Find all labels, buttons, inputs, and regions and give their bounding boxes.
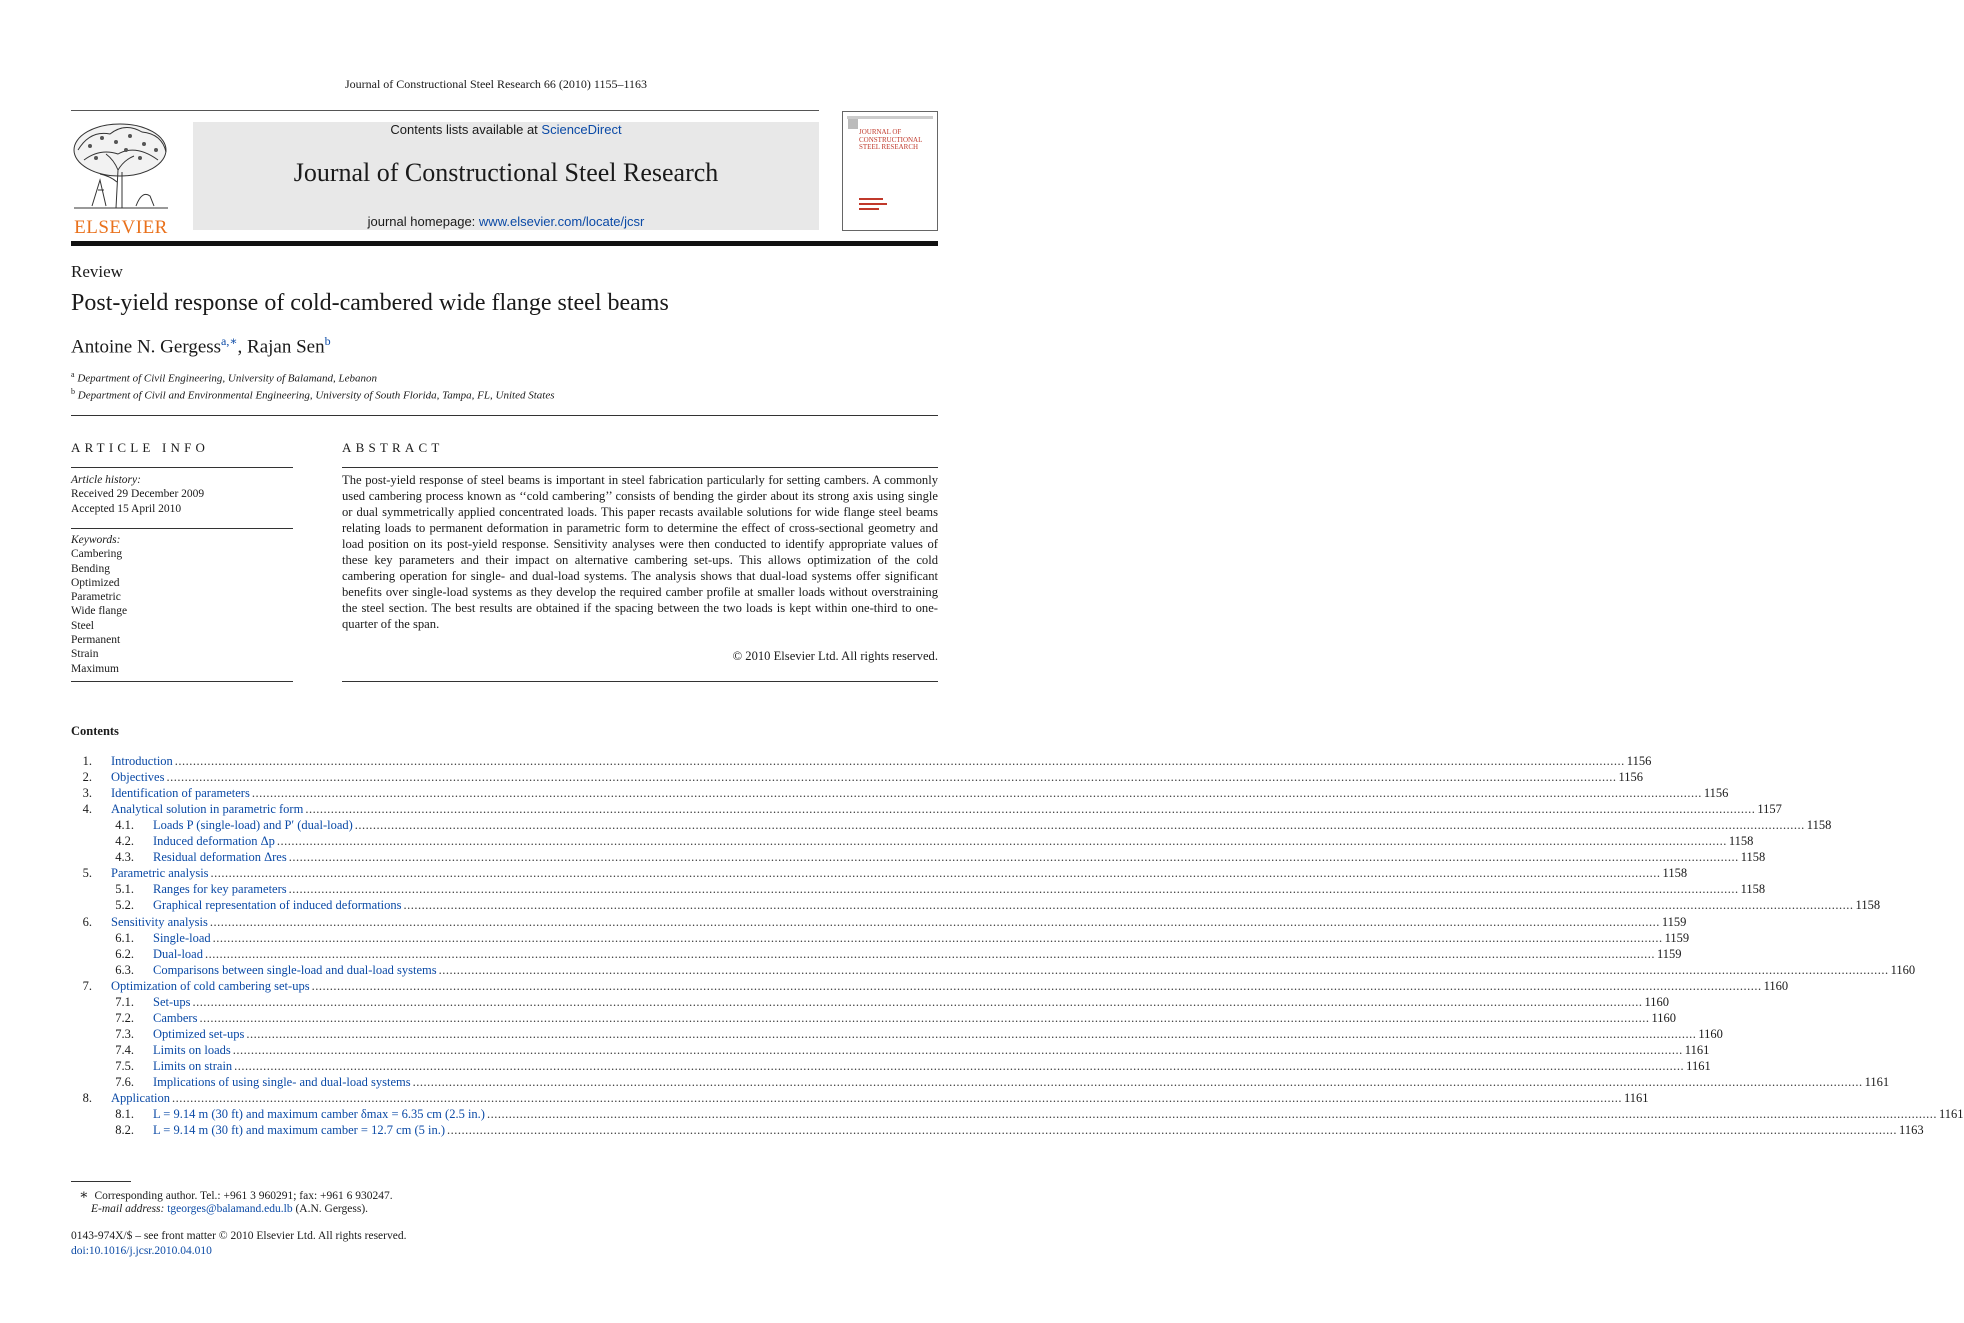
toc-link[interactable]: Objectives [111,770,165,785]
toc-link[interactable]: Ranges for key parameters [153,882,287,897]
cover-title: JOURNAL OF CONSTRUCTIONAL STEEL RESEARCH [859,128,923,151]
article-history [71,473,204,516]
toc-page-number: 1158 [1855,898,1881,913]
toc-number: 6.1. [115,930,134,945]
toc-leader-dots: ................................................................................................................................................................................................................................................................................................................................................................................................................ [486,1107,1937,1122]
toc-row[interactable] [0,817,1832,833]
toc-link[interactable]: Analytical solution in parametric form [111,802,304,817]
keyword: Bending [71,562,110,575]
toc-leader-dots: ................................................................................................................................................................................................................................................................................................................................................................................................................ [199,1010,1650,1025]
journal-title[interactable]: Journal of Constructional Steel Research [293,158,719,187]
section-rule [71,528,293,529]
toc-leader-dots: ................................................................................................................................................................................................................................................................................................................................................................................................................ [305,802,1756,817]
toc-number: 7.1. [115,994,134,1009]
issn-line: 0143-974X/$ – see front matter © 2010 Elsevier Ltd. All rights reserved. [71,1230,407,1242]
toc-link[interactable]: L = 9.14 m (30 ft) and maximum camber = 12.7 cm (5 in.) [153,1123,446,1138]
toc-leader-dots: ................................................................................................................................................................................................................................................................................................................................................................................................................ [210,866,1661,881]
toc-link[interactable]: Induced deformation Δp [153,834,275,849]
toc-row[interactable] [0,1058,1711,1074]
elsevier-wordmark: ELSEVIER [74,217,168,238]
table-of-contents [0,753,1964,1153]
toc-entry[interactable] [153,833,1754,849]
toc-link[interactable]: Limits on loads [153,1042,231,1057]
corresponding-author-footnote [71,1187,393,1204]
elsevier-tree-icon [70,120,172,210]
toc-leader-dots: ................................................................................................................................................................................................................................................................................................................................................................................................................ [232,1042,1683,1057]
toc-leader-dots: ................................................................................................................................................................................................................................................................................................................................................................................................................ [192,994,1643,1009]
toc-page-number: 1159 [1664,930,1690,945]
toc-entry[interactable] [153,897,1881,913]
footnote-mark: ∗ [79,1188,89,1203]
toc-row[interactable] [0,1010,1676,1026]
toc-page-number: 1161 [1684,1042,1710,1057]
keyword: Wide flange [71,605,128,618]
toc-row[interactable] [0,978,1789,994]
toc-leader-dots: ................................................................................................................................................................................................................................................................................................................................................................................................................ [447,1123,1898,1138]
toc-page-number: 1158 [1662,866,1688,881]
doi-link[interactable]: doi:10.1016/j.jcsr.2010.04.010 [71,1245,212,1257]
toc-number: 6.2. [115,946,134,961]
section-rule [71,681,293,682]
toc-link[interactable]: Implications of using single- and dual-load systems [153,1075,411,1089]
toc-row[interactable] [0,769,1644,785]
toc-entry[interactable] [153,1122,1924,1138]
keyword: Permanent [71,634,121,647]
toc-number: 5.2. [115,898,134,913]
article-info-heading: ARTICLE INFO [71,440,210,455]
sciencedirect-link[interactable]: ScienceDirect [541,122,622,137]
toc-entry[interactable] [111,801,1782,817]
toc-link[interactable]: Optimization of cold cambering set-ups [111,978,310,993]
toc-row[interactable] [0,849,1766,865]
contents-title: Contents [71,724,119,738]
toc-page-number: 1156 [1618,770,1644,785]
toc-page-number: 1160 [1763,978,1789,993]
toc-page-number: 1161 [1624,1091,1649,1106]
journal-masthead [193,122,819,230]
keyword: Maximum [71,662,119,675]
section-rule [71,415,938,416]
toc-row[interactable] [0,994,1670,1010]
toc-row[interactable] [0,785,1729,801]
toc-entry[interactable] [153,994,1670,1010]
toc-row[interactable] [0,865,1688,881]
toc-row[interactable] [0,914,1687,930]
toc-link[interactable]: Loads P (single-load) and P′ (dual-load) [153,818,353,833]
toc-link[interactable]: Optimized set-ups [153,1026,245,1041]
affiliation: $^b$ Department of Civil and Environmental Engineering, University of South Florida, Tampa, FL, United States [71,387,555,402]
toc-row[interactable] [0,930,1690,946]
toc-entry[interactable] [153,849,1766,865]
toc-leader-dots: ................................................................................................................................................................................................................................................................................................................................................................................................................ [288,850,1739,865]
toc-number: 2. [82,770,92,785]
article-type: Review [71,262,123,281]
toc-link[interactable]: Identification of parameters [111,786,250,801]
keywords-label: Keywords: [71,534,121,546]
email-link[interactable]: tgeorges@balamand.edu.lb [167,1203,293,1215]
toc-row[interactable] [0,1090,1649,1106]
toc-leader-dots: ................................................................................................................................................................................................................................................................................................................................................................................................................ [412,1075,1863,1089]
toc-link[interactable]: Sensitivity analysis [111,914,208,929]
cover-editor-line [859,203,887,205]
toc-number: 8. [82,1091,92,1106]
footnote-rule [71,1181,131,1182]
accepted-date: Accepted 15 April 2010 [71,502,182,515]
toc-page-number: 1163 [1899,1123,1924,1138]
toc-page-number: 1161 [1686,1058,1711,1073]
toc-entry[interactable] [111,865,1688,881]
toc-number: 8.2. [115,1123,134,1138]
toc-entry[interactable] [153,817,1832,833]
author-name[interactable]: Antoine N. Gergess [71,336,222,358]
toc-entry[interactable] [153,1058,1711,1074]
toc-link[interactable]: Graphical representation of induced deformations [153,898,402,913]
toc-page-number: 1158 [1740,882,1766,897]
toc-number: 4.1. [115,818,134,833]
toc-page-number: 1156 [1703,786,1729,801]
toc-page-number: 1161 [1938,1107,1964,1122]
toc-entry[interactable] [111,753,1652,769]
abstract-copyright: © 2010 Elsevier Ltd. All rights reserved. [732,649,938,663]
toc-row[interactable] [0,833,1754,849]
elsevier-logo[interactable] [70,120,172,238]
toc-link[interactable]: Application [111,1091,171,1106]
contents-prefix: Contents lists available at [390,122,542,137]
toc-page-number: 1160 [1651,1010,1676,1025]
toc-leader-dots: ................................................................................................................................................................................................................................................................................................................................................................................................................ [354,818,1805,833]
toc-row[interactable] [0,1042,1710,1058]
toc-number: 7.3. [115,1026,134,1041]
toc-page-number: 1158 [1728,834,1754,849]
header-rule [71,110,819,111]
section-rule [342,681,938,682]
toc-link[interactable]: Set-ups [153,994,191,1009]
toc-entry[interactable] [153,1026,1723,1042]
toc-link[interactable]: Parametric analysis [111,866,209,881]
toc-row[interactable] [0,753,1652,769]
toc-number: 6.3. [115,962,134,977]
email-suffix: (A.N. Gergess). [292,1203,369,1215]
journal-cover-thumbnail[interactable] [842,111,938,231]
toc-row[interactable] [0,1026,1723,1042]
history-label: Article history: [71,474,141,486]
cover-top-band [847,116,933,119]
toc-entry[interactable] [111,914,1687,930]
cover-editor-line [859,198,883,200]
toc-link[interactable]: Dual-load [153,946,203,961]
keyword: Strain [71,648,99,661]
toc-page-number: 1160 [1698,1026,1723,1041]
toc-leader-dots: ................................................................................................................................................................................................................................................................................................................................................................................................................ [209,914,1660,929]
toc-leader-dots: ................................................................................................................................................................................................................................................................................................................................................................................................................ [251,786,1702,801]
toc-row[interactable] [0,1074,1890,1090]
abstract-text: The post-yield response of steel beams is important in steel fabrication particularly for setting cambers. A commonly used cambering process known as ‘‘cold cambering’’ consists of bending the girder about its strong axis using single or dual symmetrically applied concentrated loads. This paper recasts available solutions for wide flange steel beams relating loads to permanent deformation in parametric form to determine the effect of cross-sectional geometry and load position on its post-yield response. Sensitivity analyses were then conducted to identify appropriate values of these key parameters and their impact on alternative cambering set-ups. This allows optimization of the cold cambering operation for single- and dual-load systems. The analysis shows that dual-load systems offer significant benefits over single-load systems as they develop the required camber profile at smaller loads without overstraining the steel section. The best results are obtained if the spacing between the two loads is kept within one-third to one-quarter of the span. [342,473,938,631]
toc-entry[interactable] [153,1074,1890,1090]
toc-number: 4.2. [115,834,134,849]
toc-number: 7. [82,978,92,993]
toc-link[interactable]: L = 9.14 m (30 ft) and maximum camber δmax = 6.35 cm (2.5 in.) [153,1107,485,1122]
toc-number: 5.1. [115,882,134,897]
author-name[interactable]: Rajan Sen [247,336,325,358]
toc-entry[interactable] [111,769,1644,785]
keyword: Parametric [71,591,121,604]
toc-page-number: 1158 [1806,818,1832,833]
toc-number: 7.6. [115,1075,134,1089]
toc-page-number: 1158 [1740,850,1766,865]
toc-leader-dots: ................................................................................................................................................................................................................................................................................................................................................................................................................ [212,930,1663,945]
toc-row[interactable] [0,801,1782,817]
corresponding-text: Corresponding author. Tel.: +961 3 960291; fax: +961 6 930247. [94,1190,393,1202]
author-affiliation-marks[interactable]: a,∗ [221,334,238,348]
toc-number: 4. [82,802,92,817]
toc-link[interactable]: Comparisons between single-load and dual-load systems [153,962,437,977]
contents-availability-line [193,122,819,137]
author-list: Antoine N. Gergess$^{a,∗}$, Rajan Sen$^b$ [71,334,331,358]
toc-page-number: 1159 [1656,946,1682,961]
toc-entry[interactable] [153,1042,1710,1058]
toc-number: 4.3. [115,850,134,865]
keyword: Cambering [71,548,123,561]
article-title: Post-yield response of cold-cambered wide flange steel beams [71,290,669,316]
toc-number: 7.4. [115,1042,134,1057]
toc-number: 8.1. [115,1107,134,1122]
homepage-prefix: journal homepage: [367,214,479,229]
toc-leader-dots: ................................................................................................................................................................................................................................................................................................................................................................................................................ [288,882,1739,897]
toc-link[interactable]: Single-load [153,930,211,945]
affiliation: $^a$ Department of Civil Engineering, University of Balamand, Lebanon [71,370,378,385]
toc-row[interactable] [0,962,1916,978]
masthead-thick-rule [71,241,938,246]
toc-link[interactable]: Introduction [111,754,173,768]
toc-entry[interactable] [153,1106,1964,1122]
journal-homepage-line [193,214,819,229]
toc-leader-dots: ................................................................................................................................................................................................................................................................................................................................................................................................................ [438,962,1889,977]
running-head: Journal of Constructional Steel Research 66 (2010) 1155–1163 [344,77,648,91]
email-label: E-mail address: [91,1203,168,1215]
keywords [71,533,127,676]
toc-leader-dots: ................................................................................................................................................................................................................................................................................................................................................................................................................ [204,946,1655,961]
toc-entry[interactable] [153,962,1916,978]
toc-entry[interactable] [111,785,1729,801]
toc-number: 7.5. [115,1058,134,1073]
journal-homepage-link[interactable]: www.elsevier.com/locate/jcsr [478,214,645,229]
toc-entry[interactable] [111,1090,1649,1106]
toc-leader-dots: ................................................................................................................................................................................................................................................................................................................................................................................................................ [276,834,1727,849]
toc-page-number: 1159 [1661,914,1687,929]
toc-number: 1. [82,754,92,768]
toc-leader-dots: ................................................................................................................................................................................................................................................................................................................................................................................................................ [311,978,1762,993]
keyword: Steel [71,619,94,632]
toc-page-number: 1160 [1644,994,1670,1009]
toc-link[interactable]: Residual deformation Δres [153,850,287,865]
section-rule [342,467,938,468]
toc-leader-dots: ................................................................................................................................................................................................................................................................................................................................................................................................................ [174,754,1625,768]
email-footnote [91,1203,368,1215]
toc-entry[interactable] [153,930,1690,946]
toc-number: 7.2. [115,1010,134,1025]
toc-leader-dots: ................................................................................................................................................................................................................................................................................................................................................................................................................ [403,898,1854,913]
toc-link[interactable]: Limits on strain [153,1058,233,1073]
toc-page-number: 1160 [1890,962,1916,977]
toc-page-number: 1157 [1757,802,1782,817]
toc-row[interactable] [0,1106,1964,1122]
toc-row[interactable] [0,946,1682,962]
keyword: Optimized [71,576,120,589]
author-affiliation-marks[interactable]: b [324,334,331,348]
toc-leader-dots: ................................................................................................................................................................................................................................................................................................................................................................................................................ [166,770,1617,785]
toc-number: 6. [82,914,92,929]
toc-entry[interactable] [153,881,1766,897]
toc-leader-dots: ................................................................................................................................................................................................................................................................................................................................................................................................................ [172,1091,1623,1106]
toc-page-number: 1156 [1626,754,1652,768]
received-date: Received 29 December 2009 [71,488,205,501]
toc-number: 5. [82,866,92,881]
toc-link[interactable]: Cambers [153,1010,198,1025]
toc-leader-dots: ................................................................................................................................................................................................................................................................................................................................................................................................................ [234,1058,1685,1073]
cover-editor-line [859,208,879,210]
toc-entry[interactable] [153,946,1682,962]
toc-entry[interactable] [153,1010,1676,1026]
toc-row[interactable] [0,1122,1924,1138]
toc-number: 3. [82,786,92,801]
toc-entry[interactable] [111,978,1789,994]
section-rule [71,467,293,468]
toc-row[interactable] [0,881,1766,897]
cover-logo-mark [848,119,858,129]
toc-page-number: 1161 [1864,1075,1890,1089]
abstract-heading: ABSTRACT [342,440,444,455]
toc-leader-dots: ................................................................................................................................................................................................................................................................................................................................................................................................................ [246,1026,1697,1041]
toc-row[interactable] [0,897,1881,913]
